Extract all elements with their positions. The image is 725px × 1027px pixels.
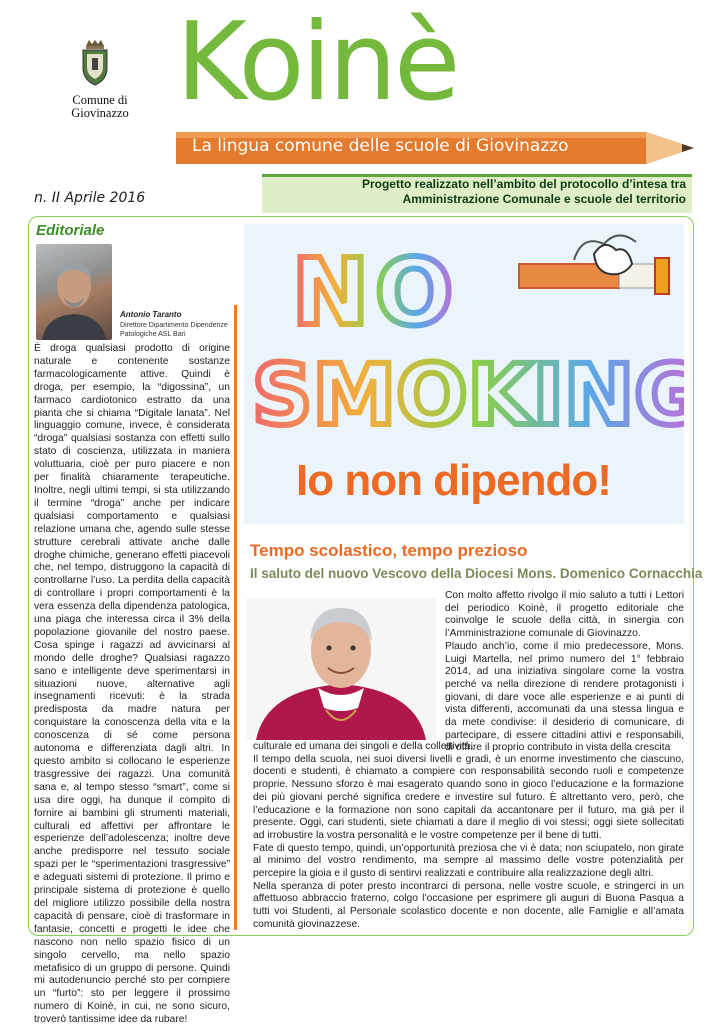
article-paragraph: culturale ed umana dei singoli e della collettività. — [253, 741, 474, 752]
editorial-body: È droga qualsiasi prodotto di origine naturale e contenente sostanze farmacologicamente attive. Quindi è droga, per esempio, la “digossina”, un farmaco cardiotonico estratto da una pianta che si chiama “Digitale lanata”. Nel linguaggio comune, invece, è considerata “droga” qualsiasi sostanza con effetti sullo stato di coscienza, utilizzata in maniera voluttuaria, cioè per puro piacere e non per finalità chiaramente terapeutiche. Inoltre, negli ultimi tempi, si sta utilizzando il termine “droga” anche per indicare qualsiasi comportamento e qualsiasi relazione umana che, agendo sulle stesse strutture cerebrali attivate anche dalle droghe chimiche, generano effetti piacevoli che, nel tempo, distruggono la capacità di controllarne l’uso. La perdita della capacità di controllare i propri comportamenti è la vera essenza della dipendenza patologica, una piaga che interessa circa il 3% della popolazione giovanile del nostro paese. Cosa spinge i ragazzi ad avvicinarsi al mondo delle droghe? Qualsiasi ragazzo sano e intelligente deve sperimentarsi in situazioni nuove, alternative agli insegnamenti ricevuti: è la strada predisposta da madre natura per conquistare la conoscenza della vita e la conoscenza di sé come persona autonoma e differenziata dagli altri. In questo ambito si collocano le esperienze trasgressive dei ragazzi. Una comunità sana e, al tempo stesso “smart”, come si usa dire oggi, ha dunque il compito di fornire ai bambini gli strumenti materiali, culturali ed affettivi per affrontare le esperienze dell’adolescenza; inoltre deve anche predisporre nel tessuto sociale spazi per le “sperimentazioni trasgressive” e adeguati sistemi di protezione. Il primo e principale sistema di protezione è quello del migliore utilizzo possibile della nostra capacità di pensare, cioè di trasformare in fantasie, concetti e progetti le idee che nascono non nello spazio fisico di un singolo cervello, ma nello spazio metafisico di un gruppo di persone. Quindi mi autodenuncio perché sto per compiere un “furto”: sto per leggere il prossimo numero di Koinè, in cui, ne sono sicuro, troverò tantissime idee da rubare! — [34, 343, 230, 1026]
masthead-subtitle: La lingua comune delle scuole di Giovinazzo — [192, 136, 569, 156]
article-paragraph: Con molto affetto rivolgo il mio saluto a tutti i Lettori del periodico Koinè, il progetto editoriale che coinvolge le scuole della città, in sinergia con l’Amministrazione comunale di Giovinazzo. — [445, 590, 684, 640]
author-role: Direttore Dipartimento Dipendenze Patologiche ASL Bari — [120, 322, 228, 338]
article-column-bottom — [253, 741, 684, 932]
issue-number: n. II Aprile 2016 — [34, 190, 146, 206]
author-name: Antonio Taranto — [120, 310, 182, 319]
project-line-2: Amministrazione Comunale e scuole del territorio — [402, 192, 686, 206]
project-line-1: Progetto realizzato nell’ambito del protocollo d’intesa tra — [361, 177, 686, 191]
article-paragraph: Il tempo della scuola, nei suoi diversi livelli e gradi, è un enorme investimento che ciascuno, docenti e studenti, è chiamato a compiere con responsabilità secondo ruoli e competenze proprie. Nessuno sforzo è mai esagerato quando sono in gioco l’educazione e la formazione dei più giovani perché significa credere e investire sul futuro. È altrettanto vero, però, che l’educazione e la formazione non sono capitali da accantonare per il futuro, ma già per il presente. Oggi, cari studenti, siete chiamati a dare il meglio di voi stessi; oggi siete sollecitati ad irrobustire la vostra personalità e le vostre competenze per il bene di tutti. — [253, 753, 684, 841]
drawing-text-no: NO — [292, 239, 460, 346]
article-column-right — [445, 590, 684, 755]
project-text — [262, 177, 686, 207]
article-paragraph: Fate di questo tempo, quindi, un’opportunità preziosa che vi è data; non sciupatelo, non girate al minimo del vostro rendimento, ma sempre al massimo delle vostre potenzialità per percepire la gioia e il gusto di sentirvi realizzati e contribuire alla realizzazione degli altri. — [253, 842, 684, 880]
column-divider — [234, 305, 237, 930]
article-paragraph: Nella speranza di poter presto incontrarci di persona, nelle vostre scuole, e stringerci in un affettuoso abbraccio fraterno, colgo l’occasione per esprimere gli auguri di Buona Pasqua a tutti voi Studenti, al Personale scolastico docente e non docente, alle Famiglie e all’amata comunità giovinazzese. — [253, 880, 684, 930]
article-paragraph: Plaudo anch’io, come il mio predecessore, Mons. Luigi Martella, nel primo numero del 1° febbraio 2014, ad una iniziativa singolare come la vostra perché va nella direzione di rendere protagonisti i giovani, di dare voce alle esperienze e ai punti di vista differenti, accomunati da una stessa lingua e da mete condivise: il desiderio di comunicare, di partecipare, di essere cittadini attivi e responsabili, di offrire il proprio contributo in vista della crescita — [445, 640, 684, 754]
article-subtitle: Il saluto del nuovo Vescovo della Diocesi Mons. Domenico Cornacchia — [250, 566, 703, 581]
section-title: Editoriale — [36, 222, 105, 239]
headline: Io non dipendo! — [296, 456, 611, 505]
bishop-photo — [246, 598, 436, 740]
municipality-name: Comune di Giovinazzo — [71, 93, 129, 120]
drawing-text-smoking: SMOKING — [252, 346, 684, 444]
article-title: Tempo scolastico, tempo prezioso — [250, 541, 528, 560]
municipal-crest-icon — [80, 40, 110, 86]
masthead-title: Koinè — [176, 0, 458, 125]
author-photo — [36, 244, 112, 340]
